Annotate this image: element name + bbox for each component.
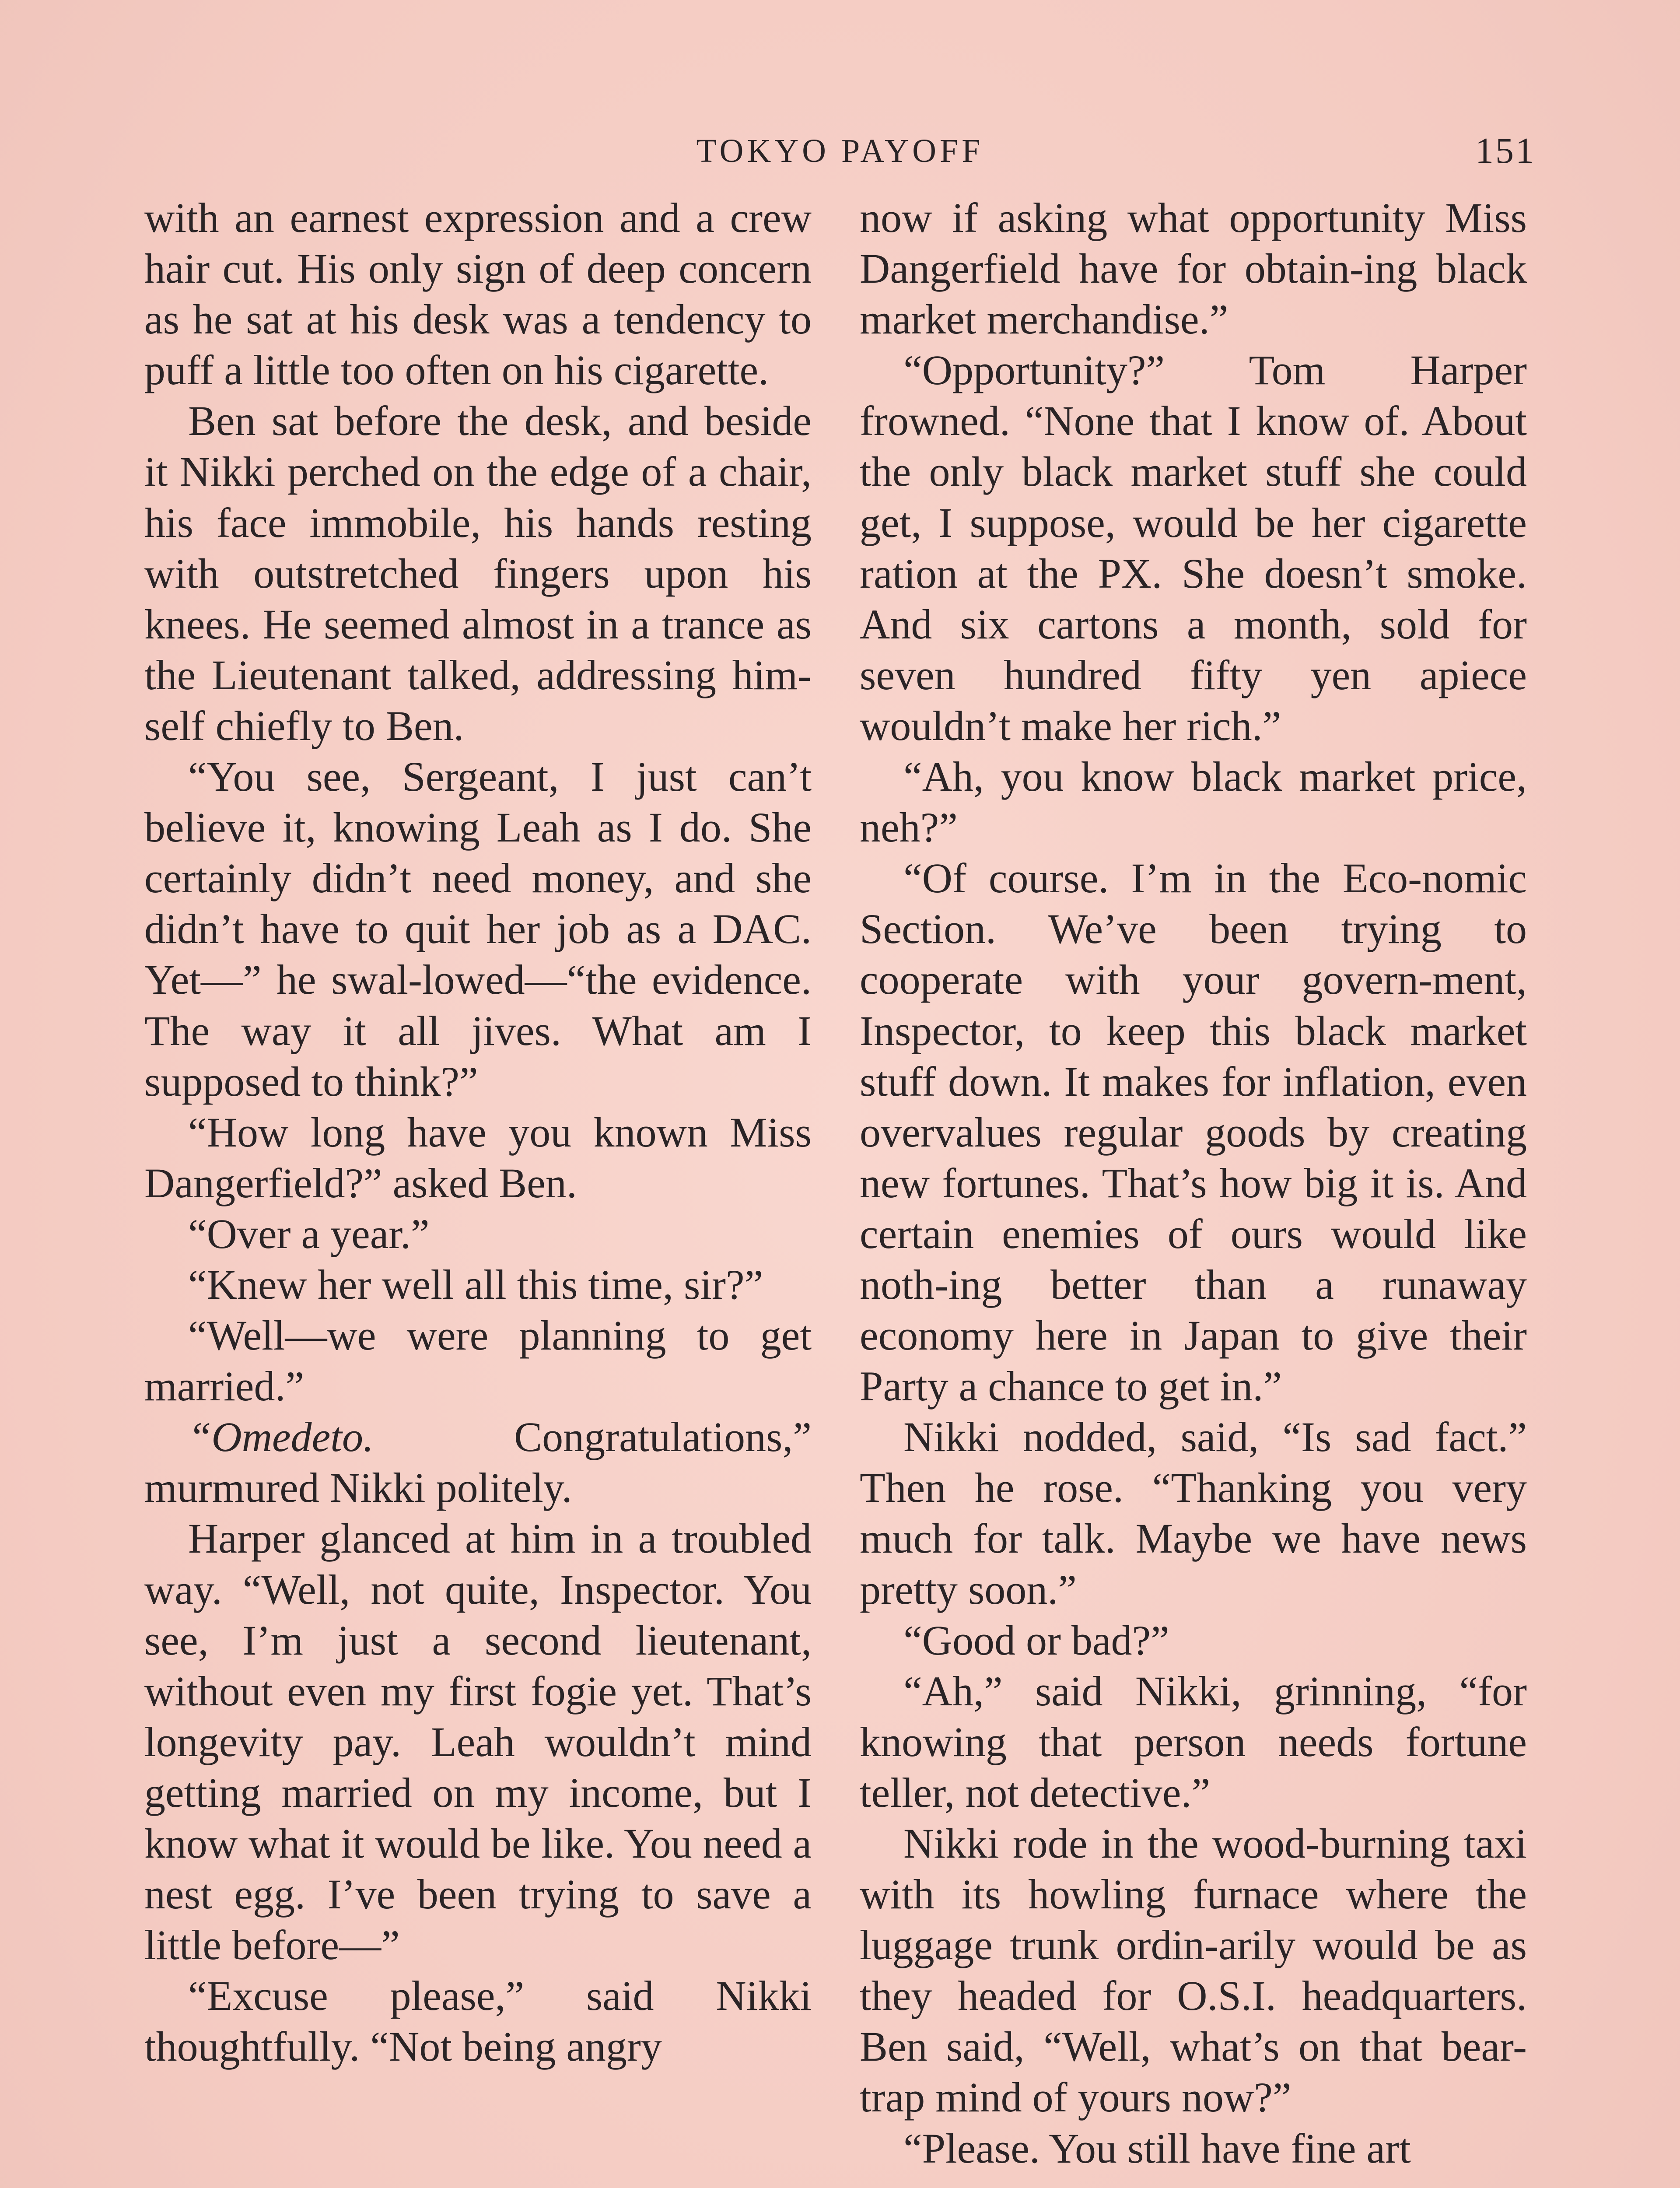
paragraph: now if asking what opportunity Miss Dangerfield have for obtain-ing black market merchandise.” xyxy=(860,194,1527,343)
paragraph: “Ah,” said Nikki, grinning, “for knowing that person needs fortune teller, not detective.” xyxy=(860,1667,1527,1816)
paragraph: “Ah, you know black market price, neh?” xyxy=(860,753,1527,851)
paragraph: “You see, Sergeant, I just can’t believe it, knowing Leah as I do. She certainly didn’t need money, and she didn’t have to quit her job as a DAC. Yet—” he swal-lowed—“the evidence. The way it all jives. What am I supposed to think?” xyxy=(144,753,812,1105)
paragraph: “How long have you known Miss Dangerfield?” asked Ben. xyxy=(144,1108,812,1206)
paragraph-rest: Congratulations,” murmured Nikki politely. xyxy=(144,1413,812,1511)
paragraph xyxy=(144,1412,812,1513)
paragraph: Harper glanced at him in a troubled way. “Well, not quite, Inspector. You see, I’m just a second lieutenant, without even my first fogie yet. That’s longevity pay. Leah wouldn’t mind getting married on my income, but I know what it would be like. You need a nest egg. I’ve been trying to save a little before—” xyxy=(144,1515,812,1969)
paragraph: “Over a year.” xyxy=(188,1210,430,1257)
left-column xyxy=(144,193,812,2188)
paragraph: “Well—we were planning to get married.” xyxy=(144,1312,812,1410)
paragraph: “Knew her well all this time, sir?” xyxy=(188,1261,763,1308)
paragraph: “Excuse please,” said Nikki thoughtfully. “Not being angry xyxy=(144,1972,812,2070)
page-number: 151 xyxy=(1475,130,1536,171)
paragraph: Nikki nodded, said, “Is sad fact.” Then he rose. “Thanking you very much for talk. Maybe we have news pretty soon.” xyxy=(860,1413,1527,1613)
paragraph: “Of course. I’m in the Eco-nomic Section. We’ve been trying to cooperate with your govern-ment, Inspector, to keep this black market stuff down. It makes for inflation, even overvalues regular goods by creating new fortunes. That’s how big it is. And certain enemies of ours would like noth-ing better than a runaway economy here in Japan to give their Party a chance to get in.” xyxy=(860,855,1527,1410)
page-header xyxy=(144,127,1536,175)
running-title: TOKYO PAYOFF xyxy=(696,133,984,169)
italic-word: “Omedeto. xyxy=(188,1413,374,1461)
paragraph: Ben sat before the desk, and beside it Nikki perched on the edge of a chair, his face immobile, his hands resting with outstretched fingers upon his knees. He seemed almost in a trance as the Lieutenant talked, addressing him-self chiefly to Ben. xyxy=(144,397,812,749)
paragraph: “Please. You still have fine art xyxy=(903,2125,1411,2172)
paragraph: with an earnest expression and a crew hair cut. His only sign of deep concern as he sat at his desk was a tendency to puff a little too often on his cigarette. xyxy=(144,194,812,394)
paragraph: “Good or bad?” xyxy=(903,1616,1169,1664)
paragraph: Nikki rode in the wood-burning taxi with its howling furnace where the luggage trunk ordin-arily would be as they headed for O.S.I. headquarters. Ben said, “Well, what’s on that bear-trap mind of yours now?” xyxy=(860,1820,1527,2121)
paragraph: “Opportunity?” Tom Harper frowned. “None that I know of. About the only black market stuff she could get, I suppose, would be her cigarette ration at the PX. She doesn’t smoke. And six cartons a month, sold for seven hundred fifty yen apiece wouldn’t make her rich.” xyxy=(860,347,1527,749)
right-column xyxy=(860,193,1527,2188)
